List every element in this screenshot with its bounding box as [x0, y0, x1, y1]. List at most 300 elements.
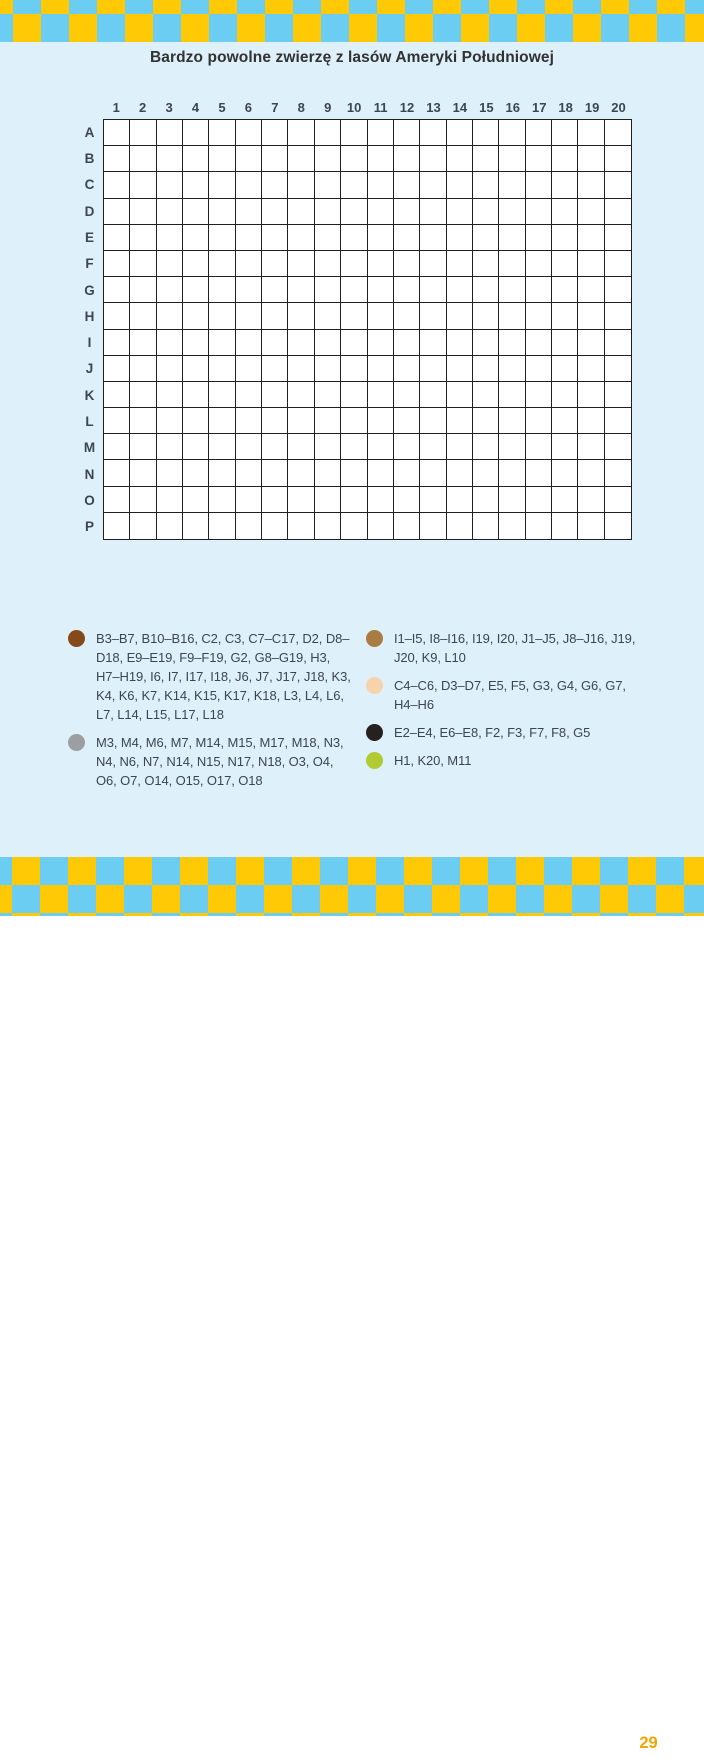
grid-cell-N5[interactable]: [209, 460, 235, 486]
grid-cell-O4[interactable]: [183, 487, 209, 513]
grid-cell-A10[interactable]: [341, 120, 367, 146]
grid-cell-H10[interactable]: [341, 303, 367, 329]
grid-cell-A14[interactable]: [447, 120, 473, 146]
grid-cell-D5[interactable]: [209, 199, 235, 225]
grid-cell-M5[interactable]: [209, 434, 235, 460]
grid-cell-M20[interactable]: [605, 434, 631, 460]
grid-cell-E11[interactable]: [368, 225, 394, 251]
grid-cell-N7[interactable]: [262, 460, 288, 486]
grid-cell-L18[interactable]: [552, 408, 578, 434]
grid-cell-F17[interactable]: [526, 251, 552, 277]
grid-cell-K14[interactable]: [447, 382, 473, 408]
grid-cell-B17[interactable]: [526, 146, 552, 172]
grid-cell-I11[interactable]: [368, 330, 394, 356]
grid-cell-F14[interactable]: [447, 251, 473, 277]
grid-cell-I1[interactable]: [104, 330, 130, 356]
grid-cell-N18[interactable]: [552, 460, 578, 486]
grid-cell-L9[interactable]: [315, 408, 341, 434]
grid-cell-O9[interactable]: [315, 487, 341, 513]
grid-cell-D4[interactable]: [183, 199, 209, 225]
grid-cell-C8[interactable]: [288, 172, 314, 198]
grid-cell-C14[interactable]: [447, 172, 473, 198]
grid-cell-G2[interactable]: [130, 277, 156, 303]
grid-cell-N19[interactable]: [578, 460, 604, 486]
grid-cell-O16[interactable]: [499, 487, 525, 513]
grid-cell-D19[interactable]: [578, 199, 604, 225]
grid-cell-B4[interactable]: [183, 146, 209, 172]
grid-cell-M7[interactable]: [262, 434, 288, 460]
grid-cell-H6[interactable]: [236, 303, 262, 329]
grid-cell-I7[interactable]: [262, 330, 288, 356]
grid-cell-B20[interactable]: [605, 146, 631, 172]
grid-cell-L19[interactable]: [578, 408, 604, 434]
grid-cell-O18[interactable]: [552, 487, 578, 513]
grid-cell-F2[interactable]: [130, 251, 156, 277]
grid-cell-P13[interactable]: [420, 513, 446, 539]
grid-cell-E16[interactable]: [499, 225, 525, 251]
grid-cell-A1[interactable]: [104, 120, 130, 146]
grid-cell-M10[interactable]: [341, 434, 367, 460]
grid-cell-O17[interactable]: [526, 487, 552, 513]
grid-cell-B9[interactable]: [315, 146, 341, 172]
grid-cell-P2[interactable]: [130, 513, 156, 539]
grid-cell-D2[interactable]: [130, 199, 156, 225]
grid-cell-B13[interactable]: [420, 146, 446, 172]
grid-cell-M14[interactable]: [447, 434, 473, 460]
grid-cell-A8[interactable]: [288, 120, 314, 146]
grid-cell-C4[interactable]: [183, 172, 209, 198]
grid-cell-A9[interactable]: [315, 120, 341, 146]
grid-cell-O8[interactable]: [288, 487, 314, 513]
grid-cell-P11[interactable]: [368, 513, 394, 539]
grid-cell-H1[interactable]: [104, 303, 130, 329]
grid-cell-I4[interactable]: [183, 330, 209, 356]
grid-cell-P1[interactable]: [104, 513, 130, 539]
grid-cell-D12[interactable]: [394, 199, 420, 225]
grid-cell-H14[interactable]: [447, 303, 473, 329]
grid-cell-L15[interactable]: [473, 408, 499, 434]
grid-cell-N15[interactable]: [473, 460, 499, 486]
grid-cell-M13[interactable]: [420, 434, 446, 460]
grid-cell-L7[interactable]: [262, 408, 288, 434]
grid-cell-C2[interactable]: [130, 172, 156, 198]
grid-cell-J9[interactable]: [315, 356, 341, 382]
grid-cell-N13[interactable]: [420, 460, 446, 486]
grid-cell-G3[interactable]: [157, 277, 183, 303]
grid-cell-P15[interactable]: [473, 513, 499, 539]
grid-cell-G7[interactable]: [262, 277, 288, 303]
grid-cell-N8[interactable]: [288, 460, 314, 486]
grid-cell-G19[interactable]: [578, 277, 604, 303]
grid-cell-K18[interactable]: [552, 382, 578, 408]
grid-cell-G10[interactable]: [341, 277, 367, 303]
grid-cell-K3[interactable]: [157, 382, 183, 408]
grid-cell-A19[interactable]: [578, 120, 604, 146]
grid-cell-N11[interactable]: [368, 460, 394, 486]
grid-cell-H8[interactable]: [288, 303, 314, 329]
grid-cell-G11[interactable]: [368, 277, 394, 303]
grid-cell-O20[interactable]: [605, 487, 631, 513]
grid-cell-I10[interactable]: [341, 330, 367, 356]
grid-cell-H20[interactable]: [605, 303, 631, 329]
grid-cell-P4[interactable]: [183, 513, 209, 539]
grid-cell-C16[interactable]: [499, 172, 525, 198]
grid-cell-J13[interactable]: [420, 356, 446, 382]
grid-cell-B16[interactable]: [499, 146, 525, 172]
grid-cell-J3[interactable]: [157, 356, 183, 382]
grid-cell-E4[interactable]: [183, 225, 209, 251]
grid-cell-B1[interactable]: [104, 146, 130, 172]
grid-cell-K9[interactable]: [315, 382, 341, 408]
grid-cell-N1[interactable]: [104, 460, 130, 486]
grid-cell-L17[interactable]: [526, 408, 552, 434]
grid-cell-M3[interactable]: [157, 434, 183, 460]
grid-cell-B8[interactable]: [288, 146, 314, 172]
grid-cell-I6[interactable]: [236, 330, 262, 356]
grid-cell-D17[interactable]: [526, 199, 552, 225]
grid-cell-E12[interactable]: [394, 225, 420, 251]
grid-cell-L5[interactable]: [209, 408, 235, 434]
grid-cell-N10[interactable]: [341, 460, 367, 486]
grid-cell-L6[interactable]: [236, 408, 262, 434]
grid-cell-P3[interactable]: [157, 513, 183, 539]
grid-cell-O5[interactable]: [209, 487, 235, 513]
grid-cell-B19[interactable]: [578, 146, 604, 172]
grid-cell-M1[interactable]: [104, 434, 130, 460]
grid-cell-P9[interactable]: [315, 513, 341, 539]
grid-cell-H17[interactable]: [526, 303, 552, 329]
grid-cell-O15[interactable]: [473, 487, 499, 513]
grid-cell-B15[interactable]: [473, 146, 499, 172]
grid-cell-E6[interactable]: [236, 225, 262, 251]
grid-cell-E18[interactable]: [552, 225, 578, 251]
grid-cell-G12[interactable]: [394, 277, 420, 303]
grid-cell-C19[interactable]: [578, 172, 604, 198]
grid-cell-H13[interactable]: [420, 303, 446, 329]
grid-cell-G9[interactable]: [315, 277, 341, 303]
grid-cell-B18[interactable]: [552, 146, 578, 172]
grid-cell-H15[interactable]: [473, 303, 499, 329]
grid-cell-F6[interactable]: [236, 251, 262, 277]
grid-cell-K13[interactable]: [420, 382, 446, 408]
grid-cell-I8[interactable]: [288, 330, 314, 356]
grid-cell-K2[interactable]: [130, 382, 156, 408]
grid-cell-G4[interactable]: [183, 277, 209, 303]
grid-cell-J16[interactable]: [499, 356, 525, 382]
grid-cell-E1[interactable]: [104, 225, 130, 251]
grid-cell-K15[interactable]: [473, 382, 499, 408]
grid-cell-F11[interactable]: [368, 251, 394, 277]
grid-cell-M15[interactable]: [473, 434, 499, 460]
grid-cell-E8[interactable]: [288, 225, 314, 251]
grid-cell-P5[interactable]: [209, 513, 235, 539]
grid-cell-H2[interactable]: [130, 303, 156, 329]
grid-cell-E7[interactable]: [262, 225, 288, 251]
grid-cell-I18[interactable]: [552, 330, 578, 356]
grid-cell-E2[interactable]: [130, 225, 156, 251]
grid-cell-E9[interactable]: [315, 225, 341, 251]
grid-cell-M11[interactable]: [368, 434, 394, 460]
grid-cell-D3[interactable]: [157, 199, 183, 225]
grid-cell-O1[interactable]: [104, 487, 130, 513]
grid-cell-I16[interactable]: [499, 330, 525, 356]
grid-cell-O7[interactable]: [262, 487, 288, 513]
grid-cell-J14[interactable]: [447, 356, 473, 382]
grid-cell-K6[interactable]: [236, 382, 262, 408]
grid-cell-E15[interactable]: [473, 225, 499, 251]
grid-cell-L16[interactable]: [499, 408, 525, 434]
grid-cell-P10[interactable]: [341, 513, 367, 539]
grid-cell-J18[interactable]: [552, 356, 578, 382]
grid-cell-E13[interactable]: [420, 225, 446, 251]
grid-cell-M8[interactable]: [288, 434, 314, 460]
grid-cell-M6[interactable]: [236, 434, 262, 460]
grid-cell-E17[interactable]: [526, 225, 552, 251]
grid-cell-D10[interactable]: [341, 199, 367, 225]
grid-cell-B2[interactable]: [130, 146, 156, 172]
grid-cell-A17[interactable]: [526, 120, 552, 146]
grid-cell-K12[interactable]: [394, 382, 420, 408]
grid-cell-I15[interactable]: [473, 330, 499, 356]
grid-cell-M16[interactable]: [499, 434, 525, 460]
grid-cell-P19[interactable]: [578, 513, 604, 539]
grid-cell-P14[interactable]: [447, 513, 473, 539]
grid-cell-K4[interactable]: [183, 382, 209, 408]
grid-cell-E3[interactable]: [157, 225, 183, 251]
grid-cell-G14[interactable]: [447, 277, 473, 303]
grid-cell-I14[interactable]: [447, 330, 473, 356]
grid-cell-B11[interactable]: [368, 146, 394, 172]
grid-cell-K1[interactable]: [104, 382, 130, 408]
grid-cell-E10[interactable]: [341, 225, 367, 251]
grid-cell-O12[interactable]: [394, 487, 420, 513]
grid-cell-C6[interactable]: [236, 172, 262, 198]
grid-cell-D18[interactable]: [552, 199, 578, 225]
grid-cell-G1[interactable]: [104, 277, 130, 303]
grid-cell-K20[interactable]: [605, 382, 631, 408]
grid-cell-N9[interactable]: [315, 460, 341, 486]
grid-cell-C18[interactable]: [552, 172, 578, 198]
grid-cell-J1[interactable]: [104, 356, 130, 382]
grid-cell-K8[interactable]: [288, 382, 314, 408]
grid-cell-F1[interactable]: [104, 251, 130, 277]
grid-cell-L4[interactable]: [183, 408, 209, 434]
grid-cell-N12[interactable]: [394, 460, 420, 486]
grid-cell-O6[interactable]: [236, 487, 262, 513]
grid-cell-C13[interactable]: [420, 172, 446, 198]
grid-cell-F9[interactable]: [315, 251, 341, 277]
grid-cell-J10[interactable]: [341, 356, 367, 382]
grid-cell-E5[interactable]: [209, 225, 235, 251]
grid-cell-H7[interactable]: [262, 303, 288, 329]
grid-cell-C10[interactable]: [341, 172, 367, 198]
grid-cell-P18[interactable]: [552, 513, 578, 539]
grid-cell-C1[interactable]: [104, 172, 130, 198]
grid-cell-C15[interactable]: [473, 172, 499, 198]
grid-cell-B6[interactable]: [236, 146, 262, 172]
grid-cell-L1[interactable]: [104, 408, 130, 434]
grid-cell-K19[interactable]: [578, 382, 604, 408]
grid-cell-I12[interactable]: [394, 330, 420, 356]
grid-cell-F15[interactable]: [473, 251, 499, 277]
grid-cell-G17[interactable]: [526, 277, 552, 303]
grid-cell-C12[interactable]: [394, 172, 420, 198]
grid-cell-C20[interactable]: [605, 172, 631, 198]
grid-cell-P17[interactable]: [526, 513, 552, 539]
grid-cell-D13[interactable]: [420, 199, 446, 225]
grid-cell-O2[interactable]: [130, 487, 156, 513]
grid-cell-N17[interactable]: [526, 460, 552, 486]
grid-cell-O3[interactable]: [157, 487, 183, 513]
grid-cell-J11[interactable]: [368, 356, 394, 382]
grid-cell-E20[interactable]: [605, 225, 631, 251]
grid-cell-D15[interactable]: [473, 199, 499, 225]
grid-cell-A11[interactable]: [368, 120, 394, 146]
grid-cell-F4[interactable]: [183, 251, 209, 277]
grid-cell-A13[interactable]: [420, 120, 446, 146]
grid-cell-A4[interactable]: [183, 120, 209, 146]
grid-cell-P16[interactable]: [499, 513, 525, 539]
grid-cell-F8[interactable]: [288, 251, 314, 277]
grid-cell-L12[interactable]: [394, 408, 420, 434]
grid-cell-D6[interactable]: [236, 199, 262, 225]
grid-cell-J17[interactable]: [526, 356, 552, 382]
grid-cell-F10[interactable]: [341, 251, 367, 277]
grid-cell-B5[interactable]: [209, 146, 235, 172]
grid-cell-I5[interactable]: [209, 330, 235, 356]
grid-cell-H4[interactable]: [183, 303, 209, 329]
grid-cell-N2[interactable]: [130, 460, 156, 486]
grid-cell-M17[interactable]: [526, 434, 552, 460]
grid-cell-I3[interactable]: [157, 330, 183, 356]
grid-cell-B10[interactable]: [341, 146, 367, 172]
grid-cell-J2[interactable]: [130, 356, 156, 382]
grid-cell-G18[interactable]: [552, 277, 578, 303]
grid-cell-E14[interactable]: [447, 225, 473, 251]
grid-cell-C3[interactable]: [157, 172, 183, 198]
grid-cell-M18[interactable]: [552, 434, 578, 460]
grid-cell-A16[interactable]: [499, 120, 525, 146]
grid-cell-G13[interactable]: [420, 277, 446, 303]
grid-cell-D1[interactable]: [104, 199, 130, 225]
grid-cell-D8[interactable]: [288, 199, 314, 225]
grid-cell-D7[interactable]: [262, 199, 288, 225]
grid-cell-H16[interactable]: [499, 303, 525, 329]
grid-cell-P12[interactable]: [394, 513, 420, 539]
grid-cell-L3[interactable]: [157, 408, 183, 434]
grid-cell-B14[interactable]: [447, 146, 473, 172]
grid-cell-I13[interactable]: [420, 330, 446, 356]
grid-cell-F3[interactable]: [157, 251, 183, 277]
grid-cell-O19[interactable]: [578, 487, 604, 513]
grid-cell-J4[interactable]: [183, 356, 209, 382]
grid-cell-F13[interactable]: [420, 251, 446, 277]
grid-cell-K17[interactable]: [526, 382, 552, 408]
grid-cell-N20[interactable]: [605, 460, 631, 486]
grid-cell-I17[interactable]: [526, 330, 552, 356]
grid-cell-J8[interactable]: [288, 356, 314, 382]
grid-cell-H5[interactable]: [209, 303, 235, 329]
grid-cell-P20[interactable]: [605, 513, 631, 539]
grid-cell-H19[interactable]: [578, 303, 604, 329]
grid-cell-C9[interactable]: [315, 172, 341, 198]
grid-cell-I2[interactable]: [130, 330, 156, 356]
grid-cell-K11[interactable]: [368, 382, 394, 408]
grid-cell-F12[interactable]: [394, 251, 420, 277]
grid-cell-D9[interactable]: [315, 199, 341, 225]
grid-cell-A20[interactable]: [605, 120, 631, 146]
grid-cell-G16[interactable]: [499, 277, 525, 303]
grid-cell-J5[interactable]: [209, 356, 235, 382]
grid-cell-G6[interactable]: [236, 277, 262, 303]
grid-cell-O11[interactable]: [368, 487, 394, 513]
grid-cell-F5[interactable]: [209, 251, 235, 277]
grid-cell-A2[interactable]: [130, 120, 156, 146]
grid-cell-F16[interactable]: [499, 251, 525, 277]
grid-cell-J20[interactable]: [605, 356, 631, 382]
grid-cell-L14[interactable]: [447, 408, 473, 434]
grid-cell-G8[interactable]: [288, 277, 314, 303]
grid-cell-K7[interactable]: [262, 382, 288, 408]
grid-cell-H11[interactable]: [368, 303, 394, 329]
grid-cell-M4[interactable]: [183, 434, 209, 460]
grid-cell-M9[interactable]: [315, 434, 341, 460]
grid-cell-D16[interactable]: [499, 199, 525, 225]
grid-cell-A12[interactable]: [394, 120, 420, 146]
grid-cell-D11[interactable]: [368, 199, 394, 225]
grid-cell-L13[interactable]: [420, 408, 446, 434]
grid-cell-A3[interactable]: [157, 120, 183, 146]
grid-cell-P8[interactable]: [288, 513, 314, 539]
grid-cell-G15[interactable]: [473, 277, 499, 303]
grid-cell-N3[interactable]: [157, 460, 183, 486]
grid-cell-A18[interactable]: [552, 120, 578, 146]
grid-cell-L2[interactable]: [130, 408, 156, 434]
grid-cell-C17[interactable]: [526, 172, 552, 198]
grid-cell-N16[interactable]: [499, 460, 525, 486]
grid-cell-O13[interactable]: [420, 487, 446, 513]
grid-cell-J7[interactable]: [262, 356, 288, 382]
grid-cell-A7[interactable]: [262, 120, 288, 146]
grid-cell-L20[interactable]: [605, 408, 631, 434]
grid-cell-J15[interactable]: [473, 356, 499, 382]
grid-cell-C11[interactable]: [368, 172, 394, 198]
grid-cell-A6[interactable]: [236, 120, 262, 146]
grid-cell-L10[interactable]: [341, 408, 367, 434]
grid-cell-M19[interactable]: [578, 434, 604, 460]
grid-cell-E19[interactable]: [578, 225, 604, 251]
grid-cell-K5[interactable]: [209, 382, 235, 408]
grid-cell-L11[interactable]: [368, 408, 394, 434]
grid-cell-J19[interactable]: [578, 356, 604, 382]
grid-cell-M12[interactable]: [394, 434, 420, 460]
grid-cell-J12[interactable]: [394, 356, 420, 382]
grid-cell-G5[interactable]: [209, 277, 235, 303]
grid-cell-B7[interactable]: [262, 146, 288, 172]
grid-cell-N4[interactable]: [183, 460, 209, 486]
grid-cell-C7[interactable]: [262, 172, 288, 198]
grid-cell-I19[interactable]: [578, 330, 604, 356]
grid-cell-F19[interactable]: [578, 251, 604, 277]
grid-cell-B12[interactable]: [394, 146, 420, 172]
grid-cell-F7[interactable]: [262, 251, 288, 277]
grid-cell-G20[interactable]: [605, 277, 631, 303]
grid-cell-A5[interactable]: [209, 120, 235, 146]
grid-cell-D14[interactable]: [447, 199, 473, 225]
grid-cell-L8[interactable]: [288, 408, 314, 434]
grid-cell-D20[interactable]: [605, 199, 631, 225]
grid-cell-F18[interactable]: [552, 251, 578, 277]
